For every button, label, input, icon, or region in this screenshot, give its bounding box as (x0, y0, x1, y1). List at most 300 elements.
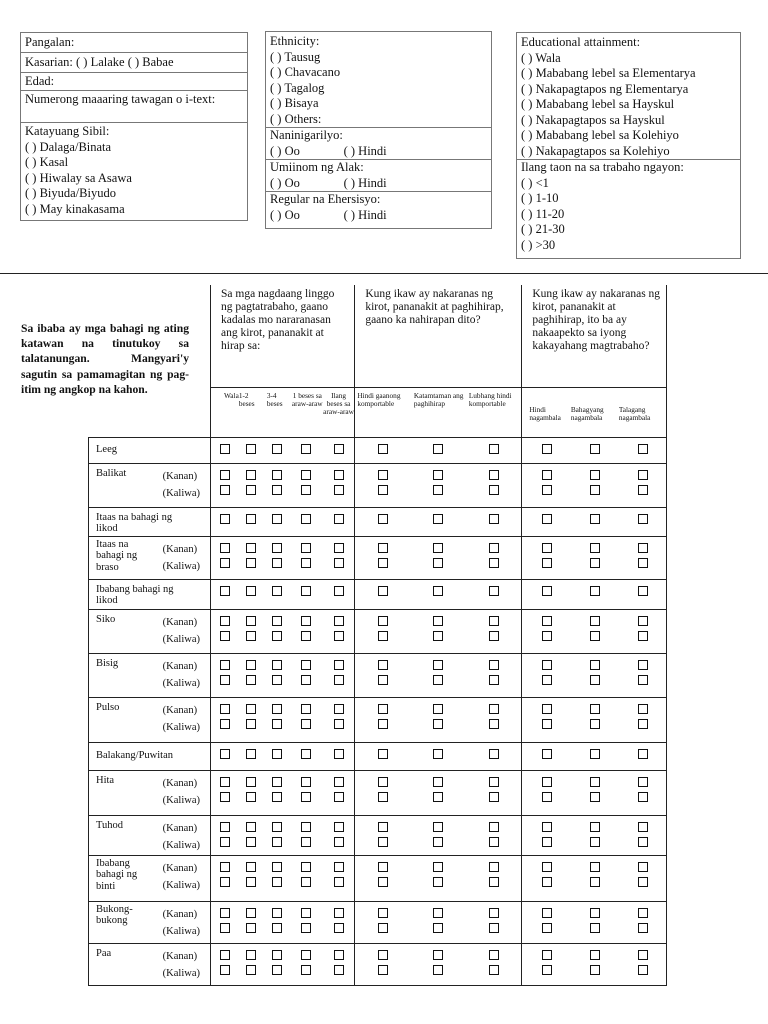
answer-checkbox[interactable] (301, 749, 311, 759)
answer-checkbox[interactable] (334, 485, 344, 495)
answer-checkbox[interactable] (590, 444, 600, 454)
answer-checkbox[interactable] (542, 675, 552, 685)
answer-checkbox[interactable] (489, 675, 499, 685)
answer-checkbox[interactable] (246, 822, 256, 832)
civil-option[interactable]: ( ) Hiwalay sa Asawa (25, 170, 132, 185)
answer-checkbox[interactable] (334, 660, 344, 670)
answer-checkbox[interactable] (220, 660, 230, 670)
answer-checkbox[interactable] (220, 719, 230, 729)
answer-cell (410, 770, 466, 815)
answer-checkbox[interactable] (489, 543, 499, 553)
civil-option[interactable]: ( ) Kasal (25, 155, 69, 169)
answer-checkbox[interactable] (378, 704, 388, 714)
answer-checkbox[interactable] (220, 862, 230, 872)
answer-checkbox[interactable] (246, 908, 256, 918)
answer-checkbox[interactable] (220, 586, 230, 596)
answer-checkbox[interactable] (301, 908, 311, 918)
answer-checkbox[interactable] (246, 965, 256, 975)
answer-checkbox[interactable] (378, 950, 388, 960)
answer-checkbox[interactable] (246, 616, 256, 626)
education-option[interactable]: ( ) Mababang lebel sa Hayskul (521, 97, 675, 111)
answer-checkbox[interactable] (378, 586, 388, 596)
answer-checkbox[interactable] (220, 704, 230, 714)
answer-checkbox[interactable] (272, 749, 282, 759)
answer-checkbox[interactable] (220, 631, 230, 641)
answer-checkbox[interactable] (334, 950, 344, 960)
answer-checkbox[interactable] (542, 822, 552, 832)
answer-checkbox[interactable] (272, 777, 282, 787)
answer-checkbox[interactable] (542, 877, 552, 887)
answer-checkbox[interactable] (334, 908, 344, 918)
answer-checkbox[interactable] (246, 631, 256, 641)
answer-checkbox[interactable] (489, 777, 499, 787)
answer-checkbox[interactable] (638, 877, 648, 887)
answer-checkbox[interactable] (433, 470, 443, 480)
answer-checkbox[interactable] (590, 749, 600, 759)
answer-checkbox[interactable] (590, 923, 600, 933)
answer-checkbox[interactable] (590, 543, 600, 553)
answer-checkbox[interactable] (638, 704, 648, 714)
answer-checkbox[interactable] (220, 543, 230, 553)
answer-checkbox[interactable] (334, 923, 344, 933)
answer-checkbox[interactable] (433, 719, 443, 729)
answer-checkbox[interactable] (220, 923, 230, 933)
answer-checkbox[interactable] (542, 837, 552, 847)
answer-checkbox[interactable] (272, 660, 282, 670)
answer-checkbox[interactable] (272, 923, 282, 933)
answer-checkbox[interactable] (590, 631, 600, 641)
answer-checkbox[interactable] (590, 792, 600, 802)
answer-checkbox[interactable] (334, 719, 344, 729)
answer-checkbox[interactable] (246, 792, 256, 802)
answer-checkbox[interactable] (246, 485, 256, 495)
answer-checkbox[interactable] (542, 470, 552, 480)
answer-checkbox[interactable] (246, 444, 256, 454)
answer-checkbox[interactable] (334, 837, 344, 847)
answer-cell (264, 609, 290, 653)
answer-checkbox[interactable] (334, 675, 344, 685)
answer-checkbox[interactable] (638, 792, 648, 802)
answer-checkbox[interactable] (590, 822, 600, 832)
answer-checkbox[interactable] (334, 543, 344, 553)
answer-checkbox[interactable] (542, 792, 552, 802)
education-option[interactable]: ( ) Nakapagtapos ng Elementarya (521, 81, 689, 96)
answer-checkbox[interactable] (301, 444, 311, 454)
answer-checkbox[interactable] (334, 704, 344, 714)
sex-field[interactable]: Kasarian: ( ) Lalake ( ) Babae (21, 52, 247, 72)
answer-checkbox[interactable] (334, 822, 344, 832)
answer-checkbox[interactable] (220, 485, 230, 495)
answer-checkbox[interactable] (433, 514, 443, 524)
answer-checkbox[interactable] (334, 586, 344, 596)
answer-checkbox[interactable] (433, 543, 443, 553)
answer-checkbox[interactable] (220, 792, 230, 802)
answer-checkbox[interactable] (542, 719, 552, 729)
answer-checkbox[interactable] (638, 675, 648, 685)
answer-checkbox[interactable] (638, 616, 648, 626)
years-option[interactable]: ( ) <1 (521, 175, 549, 190)
answer-checkbox[interactable] (334, 558, 344, 568)
answer-checkbox[interactable] (638, 470, 648, 480)
alcohol-options[interactable]: ( ) Oo ( ) Hindi (270, 175, 387, 190)
answer-checkbox[interactable] (489, 470, 499, 480)
answer-checkbox[interactable] (246, 837, 256, 847)
answer-checkbox[interactable] (542, 558, 552, 568)
answer-checkbox[interactable] (542, 749, 552, 759)
answer-checkbox[interactable] (220, 470, 230, 480)
answer-checkbox[interactable] (433, 444, 443, 454)
answer-checkbox[interactable] (220, 822, 230, 832)
answer-checkbox[interactable] (542, 950, 552, 960)
answer-checkbox[interactable] (272, 950, 282, 960)
answer-checkbox[interactable] (590, 616, 600, 626)
answer-checkbox[interactable] (433, 837, 443, 847)
answer-checkbox[interactable] (272, 837, 282, 847)
answer-checkbox[interactable] (590, 719, 600, 729)
answer-checkbox[interactable] (590, 485, 600, 495)
answer-checkbox[interactable] (301, 950, 311, 960)
answer-checkbox[interactable] (220, 444, 230, 454)
answer-checkbox[interactable] (433, 558, 443, 568)
answer-checkbox[interactable] (272, 877, 282, 887)
answer-checkbox[interactable] (638, 908, 648, 918)
answer-checkbox[interactable] (433, 923, 443, 933)
education-option[interactable]: ( ) Nakapagtapos sa Hayskul (521, 112, 665, 127)
answer-checkbox[interactable] (542, 777, 552, 787)
answer-checkbox[interactable] (378, 908, 388, 918)
answer-checkbox[interactable] (433, 877, 443, 887)
answer-checkbox[interactable] (246, 704, 256, 714)
answer-checkbox[interactable] (638, 719, 648, 729)
answer-checkbox[interactable] (334, 862, 344, 872)
answer-checkbox[interactable] (638, 660, 648, 670)
answer-checkbox[interactable] (542, 444, 552, 454)
answer-checkbox[interactable] (272, 631, 282, 641)
answer-checkbox[interactable] (301, 558, 311, 568)
answer-checkbox[interactable] (433, 822, 443, 832)
answer-checkbox[interactable] (433, 749, 443, 759)
answer-checkbox[interactable] (334, 777, 344, 787)
answer-checkbox[interactable] (489, 877, 499, 887)
answer-checkbox[interactable] (489, 586, 499, 596)
answer-checkbox[interactable] (220, 950, 230, 960)
answer-checkbox[interactable] (334, 444, 344, 454)
answer-checkbox[interactable] (272, 862, 282, 872)
answer-checkbox[interactable] (638, 965, 648, 975)
civil-option[interactable]: ( ) May kinakasama (25, 201, 125, 216)
answer-checkbox[interactable] (220, 837, 230, 847)
answer-checkbox[interactable] (489, 837, 499, 847)
answer-checkbox[interactable] (542, 923, 552, 933)
answer-checkbox[interactable] (638, 837, 648, 847)
answer-checkbox[interactable] (301, 777, 311, 787)
answer-checkbox[interactable] (542, 543, 552, 553)
answer-checkbox[interactable] (246, 719, 256, 729)
answer-checkbox[interactable] (489, 616, 499, 626)
smoking-options[interactable]: ( ) Oo ( ) Hindi (270, 143, 387, 158)
answer-checkbox[interactable] (542, 660, 552, 670)
answer-checkbox[interactable] (378, 444, 388, 454)
answer-checkbox[interactable] (334, 792, 344, 802)
answer-checkbox[interactable] (542, 704, 552, 714)
answer-checkbox[interactable] (220, 749, 230, 759)
answer-checkbox[interactable] (301, 675, 311, 685)
answer-checkbox[interactable] (272, 470, 282, 480)
answer-checkbox[interactable] (378, 777, 388, 787)
answer-checkbox[interactable] (378, 660, 388, 670)
answer-checkbox[interactable] (272, 822, 282, 832)
answer-checkbox[interactable] (301, 660, 311, 670)
answer-checkbox[interactable] (489, 485, 499, 495)
answer-checkbox[interactable] (301, 616, 311, 626)
answer-checkbox[interactable] (638, 631, 648, 641)
answer-checkbox[interactable] (638, 923, 648, 933)
answer-checkbox[interactable] (334, 514, 344, 524)
answer-checkbox[interactable] (246, 558, 256, 568)
answer-checkbox[interactable] (246, 749, 256, 759)
answer-checkbox[interactable] (301, 470, 311, 480)
answer-checkbox[interactable] (272, 616, 282, 626)
answer-checkbox[interactable] (378, 965, 388, 975)
answer-checkbox[interactable] (590, 837, 600, 847)
answer-checkbox[interactable] (246, 950, 256, 960)
answer-checkbox[interactable] (433, 631, 443, 641)
answer-checkbox[interactable] (301, 877, 311, 887)
answer-checkbox[interactable] (301, 631, 311, 641)
answer-checkbox[interactable] (489, 719, 499, 729)
education-option[interactable]: ( ) Nakapagtapos sa Kolehiyo (521, 143, 670, 158)
answer-checkbox[interactable] (590, 660, 600, 670)
answer-checkbox[interactable] (246, 586, 256, 596)
answer-checkbox[interactable] (638, 444, 648, 454)
answer-checkbox[interactable] (590, 950, 600, 960)
answer-checkbox[interactable] (378, 923, 388, 933)
answer-checkbox[interactable] (489, 862, 499, 872)
answer-checkbox[interactable] (378, 877, 388, 887)
answer-checkbox[interactable] (590, 470, 600, 480)
answer-checkbox[interactable] (590, 965, 600, 975)
name-field-label[interactable]: Pangalan: (25, 35, 75, 49)
years-option[interactable]: ( ) 11-20 (521, 206, 565, 221)
answer-checkbox[interactable] (301, 514, 311, 524)
answer-checkbox[interactable] (246, 862, 256, 872)
answer-checkbox[interactable] (433, 675, 443, 685)
answer-checkbox[interactable] (301, 965, 311, 975)
answer-checkbox[interactable] (590, 586, 600, 596)
answer-checkbox[interactable] (378, 514, 388, 524)
education-option[interactable]: ( ) Wala (521, 50, 561, 65)
answer-checkbox[interactable] (220, 877, 230, 887)
answer-checkbox[interactable] (378, 631, 388, 641)
answer-checkbox[interactable] (542, 616, 552, 626)
answer-checkbox[interactable] (378, 485, 388, 495)
body-part-label-cell (89, 855, 211, 901)
answer-checkbox[interactable] (590, 877, 600, 887)
answer-checkbox[interactable] (301, 862, 311, 872)
answer-checkbox[interactable] (220, 675, 230, 685)
answer-checkbox[interactable] (489, 822, 499, 832)
answer-checkbox[interactable] (489, 558, 499, 568)
answer-checkbox[interactable] (433, 950, 443, 960)
answer-checkbox[interactable] (433, 660, 443, 670)
answer-checkbox[interactable] (542, 631, 552, 641)
answer-checkbox[interactable] (246, 514, 256, 524)
age-field-label[interactable]: Edad: (21, 72, 247, 90)
answer-checkbox[interactable] (489, 444, 499, 454)
answer-cell (290, 770, 323, 815)
answer-checkbox[interactable] (272, 719, 282, 729)
ethnicity-option[interactable]: ( ) Others: (270, 111, 322, 126)
answer-checkbox[interactable] (301, 822, 311, 832)
answer-checkbox[interactable] (433, 586, 443, 596)
answer-checkbox[interactable] (378, 792, 388, 802)
answer-checkbox[interactable] (220, 777, 230, 787)
answer-checkbox[interactable] (542, 485, 552, 495)
answer-checkbox[interactable] (433, 616, 443, 626)
answer-checkbox[interactable] (272, 908, 282, 918)
answer-checkbox[interactable] (246, 675, 256, 685)
answer-checkbox[interactable] (272, 675, 282, 685)
answer-checkbox[interactable] (272, 485, 282, 495)
civil-option[interactable]: ( ) Dalaga/Binata (25, 139, 112, 154)
answer-checkbox[interactable] (590, 514, 600, 524)
phone-field-label[interactable]: Numerong maaaring tawagan o i-text: (21, 90, 247, 122)
answer-checkbox[interactable] (246, 470, 256, 480)
answer-checkbox[interactable] (246, 777, 256, 787)
answer-checkbox[interactable] (433, 777, 443, 787)
answer-checkbox[interactable] (301, 543, 311, 553)
answer-checkbox[interactable] (433, 792, 443, 802)
ethnicity-option[interactable]: ( ) Bisaya (270, 96, 319, 110)
answer-checkbox[interactable] (433, 485, 443, 495)
answer-checkbox[interactable] (334, 877, 344, 887)
answer-cell (619, 815, 667, 855)
answer-checkbox[interactable] (590, 558, 600, 568)
ethnicity-option[interactable]: ( ) Chavacano (270, 65, 341, 79)
answer-checkbox[interactable] (433, 908, 443, 918)
answer-checkbox[interactable] (272, 543, 282, 553)
answer-checkbox[interactable] (489, 908, 499, 918)
answer-checkbox[interactable] (489, 950, 499, 960)
answer-checkbox[interactable] (638, 543, 648, 553)
answer-checkbox[interactable] (378, 470, 388, 480)
answer-checkbox[interactable] (638, 950, 648, 960)
answer-checkbox[interactable] (489, 704, 499, 714)
answer-checkbox[interactable] (489, 923, 499, 933)
ethnicity-option[interactable]: ( ) Tausug (270, 49, 321, 64)
answer-checkbox[interactable] (378, 749, 388, 759)
answer-checkbox[interactable] (301, 837, 311, 847)
answer-cell (522, 697, 571, 742)
answer-checkbox[interactable] (272, 792, 282, 802)
answer-checkbox[interactable] (301, 485, 311, 495)
answer-checkbox[interactable] (542, 908, 552, 918)
answer-checkbox[interactable] (272, 558, 282, 568)
answer-checkbox[interactable] (489, 631, 499, 641)
answer-checkbox[interactable] (246, 543, 256, 553)
answer-checkbox[interactable] (489, 965, 499, 975)
answer-checkbox[interactable] (638, 822, 648, 832)
answer-checkbox[interactable] (590, 704, 600, 714)
answer-checkbox[interactable] (272, 704, 282, 714)
answer-checkbox[interactable] (590, 675, 600, 685)
answer-checkbox[interactable] (489, 660, 499, 670)
answer-checkbox[interactable] (638, 586, 648, 596)
answer-checkbox[interactable] (378, 558, 388, 568)
answer-checkbox[interactable] (489, 749, 499, 759)
answer-checkbox[interactable] (272, 444, 282, 454)
answer-checkbox[interactable] (334, 965, 344, 975)
body-part-name: Ibabang bahagi ng likod (96, 583, 174, 606)
answer-checkbox[interactable] (334, 749, 344, 759)
answer-checkbox[interactable] (220, 908, 230, 918)
answer-checkbox[interactable] (272, 965, 282, 975)
answer-checkbox[interactable] (590, 908, 600, 918)
answer-checkbox[interactable] (301, 704, 311, 714)
answer-checkbox[interactable] (378, 862, 388, 872)
answer-checkbox[interactable] (542, 586, 552, 596)
exercise-options[interactable]: ( ) Oo ( ) Hindi (270, 207, 387, 222)
answer-checkbox[interactable] (220, 965, 230, 975)
answer-checkbox[interactable] (590, 777, 600, 787)
answer-checkbox[interactable] (301, 792, 311, 802)
answer-checkbox[interactable] (301, 923, 311, 933)
answer-checkbox[interactable] (638, 558, 648, 568)
answer-checkbox[interactable] (489, 792, 499, 802)
answer-checkbox[interactable] (590, 862, 600, 872)
answer-checkbox[interactable] (542, 965, 552, 975)
answer-checkbox[interactable] (272, 514, 282, 524)
answer-checkbox[interactable] (542, 862, 552, 872)
answer-checkbox[interactable] (246, 923, 256, 933)
answer-checkbox[interactable] (638, 749, 648, 759)
answer-checkbox[interactable] (301, 719, 311, 729)
answer-checkbox[interactable] (220, 616, 230, 626)
answer-checkbox[interactable] (378, 616, 388, 626)
answer-checkbox[interactable] (272, 586, 282, 596)
education-option[interactable]: ( ) Mababang lebel sa Kolehiyo (521, 128, 679, 142)
answer-checkbox[interactable] (378, 719, 388, 729)
answer-checkbox[interactable] (638, 777, 648, 787)
answer-checkbox[interactable] (378, 837, 388, 847)
answer-checkbox[interactable] (433, 965, 443, 975)
answer-checkbox[interactable] (220, 514, 230, 524)
civil-option[interactable]: ( ) Biyuda/Biyudo (25, 186, 116, 200)
answer-checkbox[interactable] (378, 822, 388, 832)
answer-checkbox[interactable] (433, 862, 443, 872)
answer-checkbox[interactable] (334, 616, 344, 626)
answer-checkbox[interactable] (638, 862, 648, 872)
answer-checkbox[interactable] (638, 514, 648, 524)
answer-checkbox[interactable] (220, 558, 230, 568)
answer-checkbox[interactable] (301, 586, 311, 596)
ethnicity-option[interactable]: ( ) Tagalog (270, 80, 325, 95)
answer-checkbox[interactable] (246, 877, 256, 887)
answer-checkbox[interactable] (334, 470, 344, 480)
answer-checkbox[interactable] (638, 485, 648, 495)
answer-checkbox[interactable] (334, 631, 344, 641)
education-option[interactable]: ( ) Mababang lebel sa Elementarya (521, 66, 696, 80)
answer-checkbox[interactable] (378, 543, 388, 553)
answer-checkbox[interactable] (542, 514, 552, 524)
years-option[interactable]: ( ) 21-30 (521, 222, 565, 236)
answer-checkbox[interactable] (433, 704, 443, 714)
answer-checkbox[interactable] (378, 675, 388, 685)
answer-checkbox[interactable] (489, 514, 499, 524)
years-option[interactable]: ( ) >30 (521, 237, 556, 252)
years-option[interactable]: ( ) 1-10 (521, 191, 559, 205)
answer-checkbox[interactable] (246, 660, 256, 670)
